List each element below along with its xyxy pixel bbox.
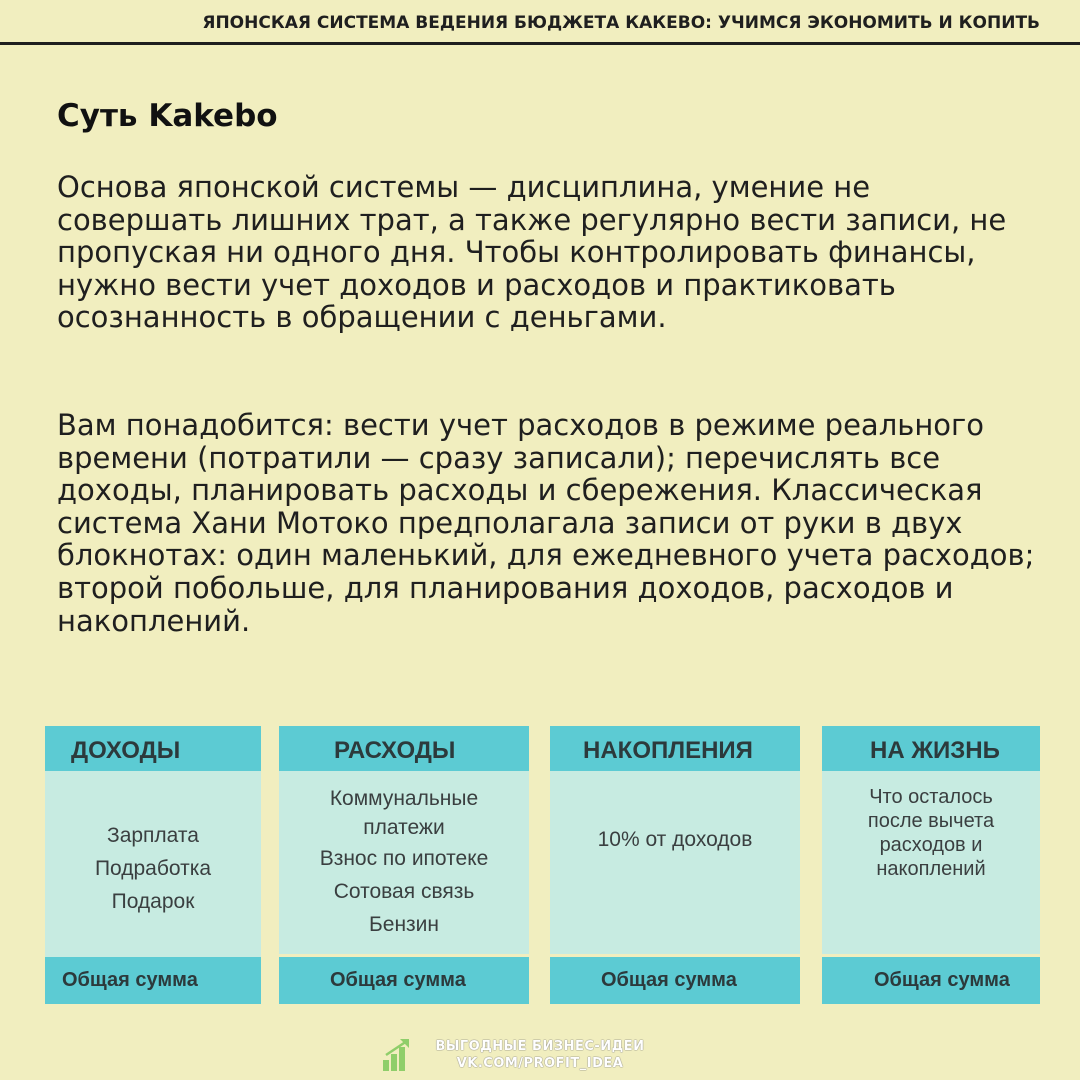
list-item: Бензин (368, 913, 439, 936)
top-bar (0, 0, 1080, 46)
column-footer: Общая сумма (550, 957, 800, 1004)
list-item: Зарплата (107, 824, 199, 847)
bar-chart-icon (382, 1038, 410, 1072)
column-header: НАКОПЛЕНИЯ (550, 726, 800, 771)
footer-line-2: VK.COM/PROFIT_IDEA (456, 1056, 624, 1071)
column-body (279, 771, 529, 954)
list-item: Взнос по ипотеке (319, 847, 489, 870)
income-column (45, 726, 261, 1004)
section-heading: Суть Kakebo (57, 98, 278, 134)
list-item: Подработка (94, 857, 212, 880)
column-header: ДОХОДЫ (45, 726, 261, 771)
column-footer: Общая сумма (822, 957, 1040, 1004)
kakebo-table (45, 726, 1040, 1004)
column-body (550, 771, 800, 954)
column-header: РАСХОДЫ (279, 726, 529, 771)
list-item: Подарок (111, 890, 195, 913)
column-body (822, 771, 1040, 954)
savings-column (550, 726, 800, 1004)
column-footer: Общая сумма (45, 957, 261, 1004)
list-item: 10% от доходов (597, 828, 753, 851)
column-body (45, 771, 261, 960)
intro-paragraph: Основа японской системы — дисциплина, умение не совершать лишних трат, а также регулярно вести записи, не пропуская ни одного дня. Чтобы контролировать финансы, нужно вести учет доходов и расходов и практиковать осознанность в обращении с деньгами. (57, 170, 1007, 335)
page-title: ЯПОНСКАЯ СИСТЕМА ВЕДЕНИЯ БЮДЖЕТА КАКЕВО: УЧИМСЯ ЭКОНОМИТЬ И КОПИТЬ (202, 13, 1040, 33)
list-item: Что осталось после вычета расходов и накоплений (867, 786, 995, 880)
requirements-paragraph: Вам понадобится: вести учет расходов в режиме реального времени (потратили — сразу записали); перечислять все доходы, планировать расходы и сбережения. Классическая система Хани Мотоко предполагала записи от руки в двух блокнотах: один маленький, для ежедневного учета расходов; второй побольше, для планирования доходов, расходов и накоплений. (57, 408, 1035, 638)
footer-line-1: ВЫГОДНЫЕ БИЗНЕС-ИДЕИ (435, 1039, 645, 1054)
list-item: Коммунальные платежи (329, 787, 479, 839)
living-column (822, 726, 1040, 1004)
column-footer: Общая сумма (279, 957, 529, 1004)
column-header: НА ЖИЗНЬ (822, 726, 1040, 771)
list-item: Сотовая связь (333, 880, 475, 903)
expenses-column (279, 726, 529, 1004)
title-underline (0, 42, 1080, 45)
footer-branding (420, 1038, 660, 1072)
